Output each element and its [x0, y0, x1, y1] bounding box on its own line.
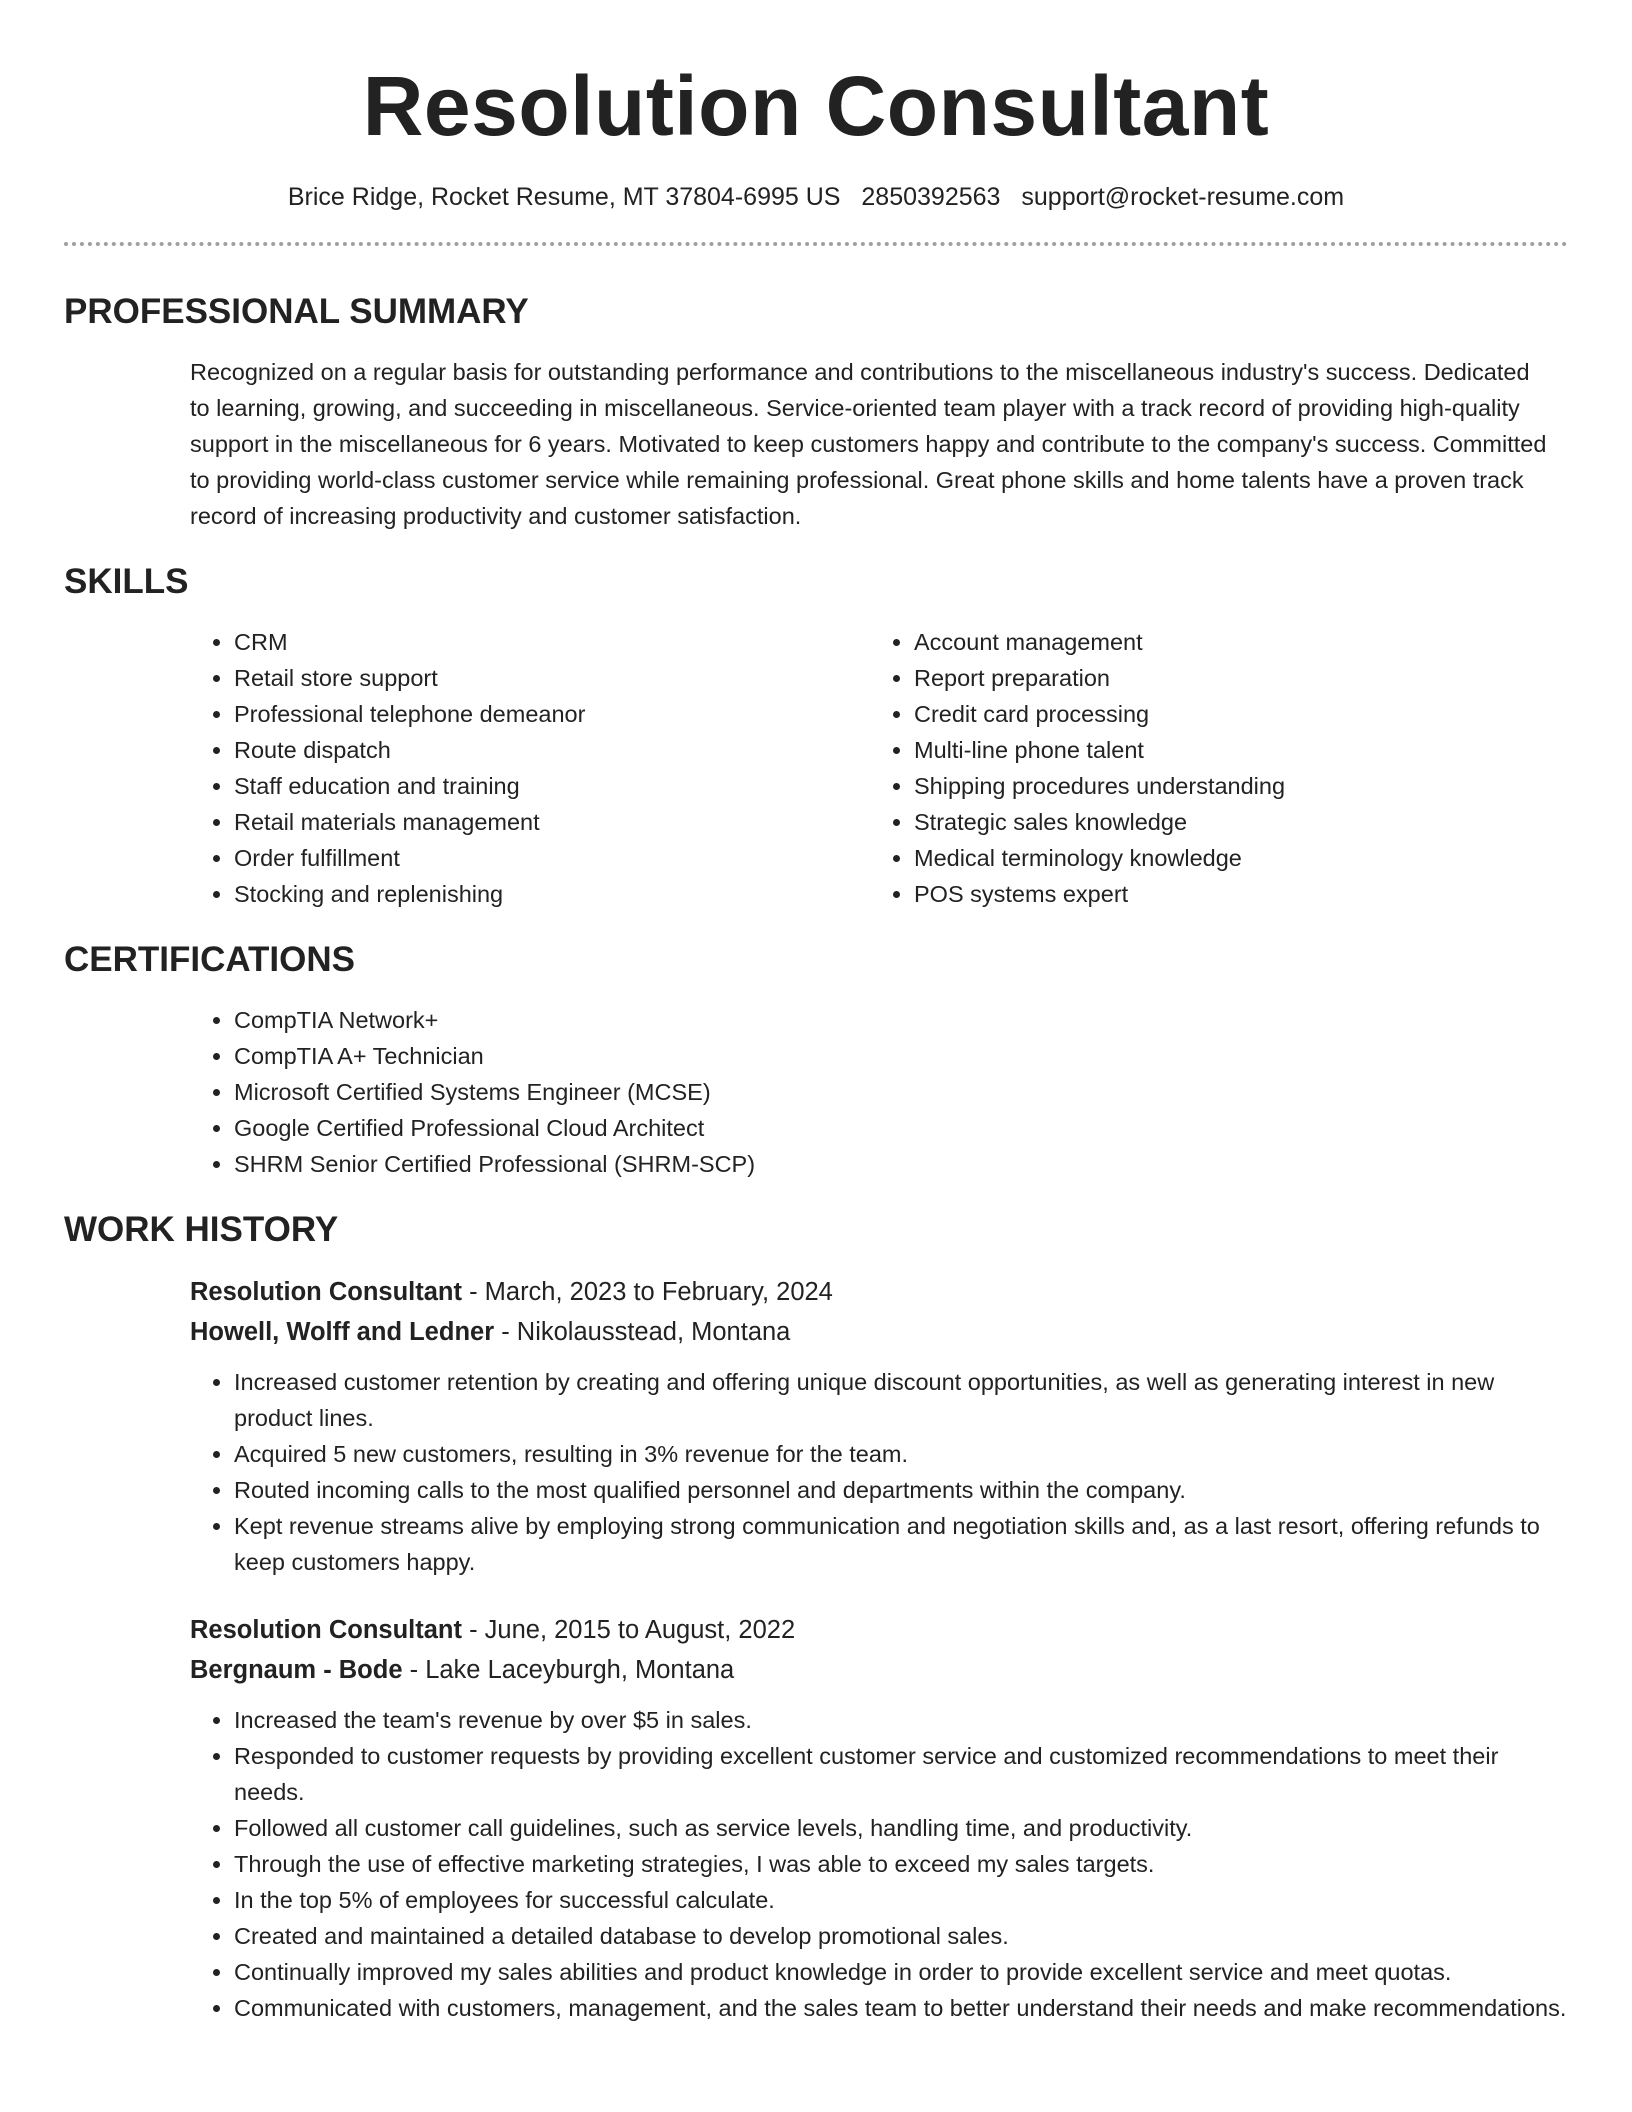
job-bullet: • Followed all customer call guidelines, such as service levels, handling time, and productivity.	[234, 1810, 1568, 1846]
certification-item: • Microsoft Certified Systems Engineer (MCSE)	[234, 1074, 1568, 1110]
skill-item: • Account management	[914, 624, 1550, 660]
job-title-line	[190, 1272, 1568, 1312]
job-bullet: • Continually improved my sales abilities and product knowledge in order to provide excellent service and meet quotas.	[234, 1954, 1568, 1990]
skills-section	[64, 562, 1568, 912]
skills-columns	[64, 624, 1568, 912]
job-entry	[64, 1610, 1568, 2026]
job-bullet: • Responded to customer requests by providing excellent customer service and customized recommendations to meet their needs.	[234, 1738, 1568, 1810]
skill-item: • Credit card processing	[914, 696, 1550, 732]
contact-phone: 2850392563	[861, 183, 1001, 211]
work-history-section	[64, 1210, 1568, 2026]
job-location: - Lake Laceyburgh, Montana	[402, 1656, 735, 1684]
skill-item: • Retail materials management	[234, 804, 870, 840]
certification-item: • CompTIA A+ Technician	[234, 1038, 1568, 1074]
job-bullet: • Acquired 5 new customers, resulting in 3% revenue for the team.	[234, 1436, 1568, 1472]
job-role: Resolution Consultant	[190, 1616, 462, 1644]
summary-title: PROFESSIONAL SUMMARY	[64, 292, 529, 331]
skill-item: • Strategic sales knowledge	[914, 804, 1550, 840]
skill-item: • Order fulfillment	[234, 840, 870, 876]
job-location: - Nikolausstead, Montana	[494, 1318, 791, 1346]
skill-item: • Report preparation	[914, 660, 1550, 696]
job-bullet: • Created and maintained a detailed database to develop promotional sales.	[234, 1918, 1568, 1954]
job-bullet: • In the top 5% of employees for successful calculate.	[234, 1882, 1568, 1918]
job-company: Bergnaum - Bode	[190, 1656, 403, 1684]
summary-text: Recognized on a regular basis for outstanding performance and contributions to the miscellaneous industry's success. Dedicated to learning, growing, and succeeding in miscellaneous. Service-oriented team player with a track record of providing high-quality support in the miscellaneous for 6 years. Motivated to keep customers happy and contribute to the company's success. Committed to providing world-class customer service while remaining professional. Great phone skills and home talents have a proven track record of increasing productivity and customer satisfaction.	[190, 359, 1547, 529]
job-bullet: • Increased customer retention by creating and offering unique discount opportunities, as well as generating interest in new product lines.	[234, 1364, 1568, 1436]
certification-item: • CompTIA Network+	[234, 1002, 1568, 1038]
job-bullet: • Communicated with customers, management, and the sales team to better understand their needs and make recommendations.	[234, 1990, 1568, 2026]
job-bullet: • Kept revenue streams alive by employing strong communication and negotiation skills and, as a last resort, offering refunds to keep customers happy.	[234, 1508, 1568, 1580]
certifications-section	[64, 940, 1568, 1182]
job-bullet: • Routed incoming calls to the most qualified personnel and departments within the company.	[234, 1472, 1568, 1508]
contact-line	[64, 180, 1568, 214]
skill-item: • Shipping procedures understanding	[914, 768, 1550, 804]
job-bullet: • Through the use of effective marketing strategies, I was able to exceed my sales targets.	[234, 1846, 1568, 1882]
skill-item: • Stocking and replenishing	[234, 876, 870, 912]
job-role: Resolution Consultant	[190, 1278, 462, 1306]
certification-item: • SHRM Senior Certified Professional (SHRM-SCP)	[234, 1146, 1568, 1182]
skill-item: • Retail store support	[234, 660, 870, 696]
skill-item: • Staff education and training	[234, 768, 870, 804]
job-bullet: • Increased the team's revenue by over $5 in sales.	[234, 1702, 1568, 1738]
certification-item: • Google Certified Professional Cloud Architect	[234, 1110, 1568, 1146]
skills-column-left	[190, 624, 870, 912]
job-title-line	[190, 1610, 1568, 1650]
skills-column-right	[870, 624, 1550, 912]
summary-section	[64, 292, 1568, 534]
job-entry	[64, 1272, 1568, 1580]
job-company-line	[190, 1312, 1568, 1352]
skill-item: • Professional telephone demeanor	[234, 696, 870, 732]
skill-item: • Multi-line phone talent	[914, 732, 1550, 768]
skill-item: • Medical terminology knowledge	[914, 840, 1550, 876]
skill-item: • CRM	[234, 624, 870, 660]
certifications-title: CERTIFICATIONS	[64, 940, 356, 979]
job-company-line	[190, 1650, 1568, 1690]
skill-item: • POS systems expert	[914, 876, 1550, 912]
work-history-title: WORK HISTORY	[64, 1210, 339, 1249]
candidate-name: Resolution Consultant	[362, 59, 1270, 153]
contact-address: Brice Ridge, Rocket Resume, MT 37804-6995 US	[287, 183, 841, 211]
job-dates: - March, 2023 to February, 2024	[461, 1278, 833, 1306]
job-dates: - June, 2015 to August, 2022	[461, 1616, 796, 1644]
header-divider	[64, 242, 1568, 246]
job-company: Howell, Wolff and Ledner	[190, 1318, 495, 1346]
contact-email: support@rocket-resume.com	[1021, 183, 1345, 211]
skills-title: SKILLS	[64, 562, 189, 601]
skill-item: • Route dispatch	[234, 732, 870, 768]
